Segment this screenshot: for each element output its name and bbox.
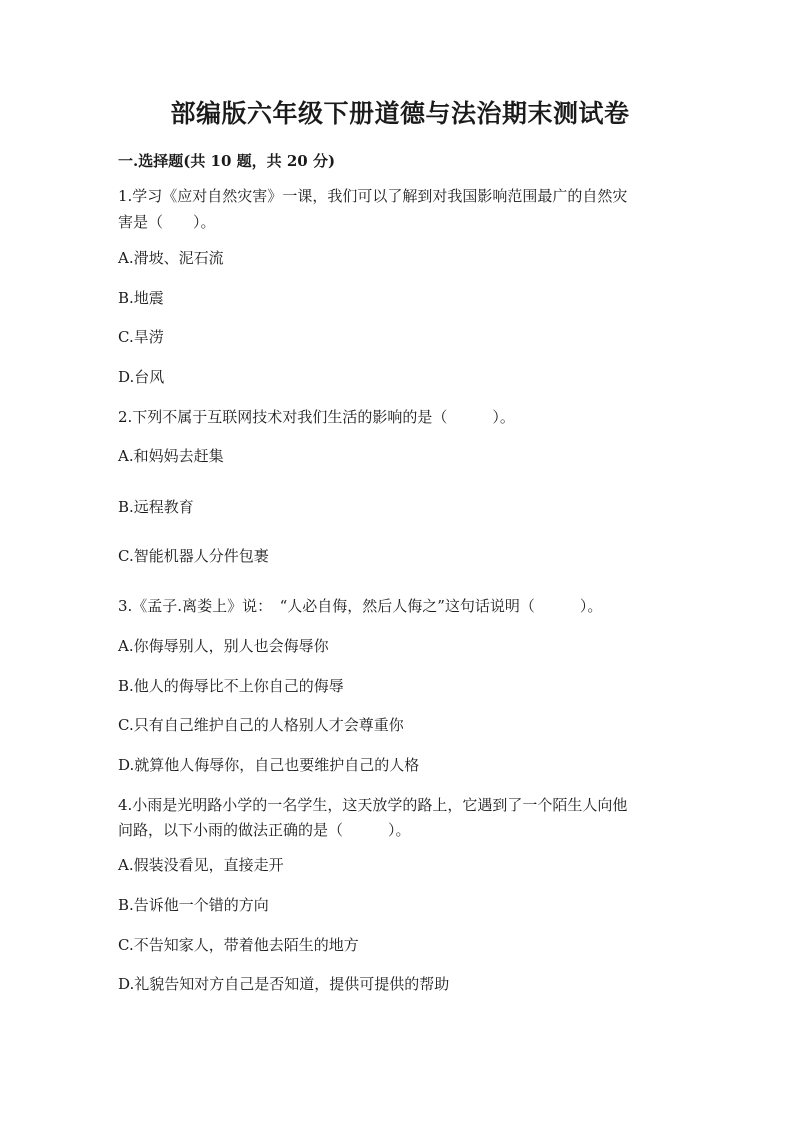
section-heading: 一.选择题(共 10 题，共 20 分) <box>118 152 336 170</box>
question-2-option-b: B.远程教育 <box>118 498 194 516</box>
question-4-option-a: A.假装没看见，直接走开 <box>118 856 284 874</box>
question-1-option-c: C.旱涝 <box>118 328 164 346</box>
question-3-option-b: B.他人的侮辱比不上你自己的侮辱 <box>118 677 344 695</box>
question-4-option-d: D.礼貌告知对方自己是否知道，提供可提供的帮助 <box>118 975 450 993</box>
question-1-option-a: A.滑坡、泥石流 <box>118 249 224 267</box>
question-3-option-d: D.就算他人侮辱你，自己也要维护自己的人格 <box>118 756 420 774</box>
question-2-stem-line-1: 2.下列不属于互联网技术对我们生活的影响的是（ ）。 <box>118 408 515 426</box>
question-2-option-a: A.和妈妈去赶集 <box>118 447 224 465</box>
question-1-stem-line-1: 1.学习《应对自然灾害》一课，我们可以了解到对我国影响范围最广的自然灾 <box>118 187 628 205</box>
question-2-option-c: C.智能机器人分件包裹 <box>118 547 269 565</box>
question-4-stem-line-2: 问路，以下小雨的做法正确的是（ ）。 <box>118 821 411 839</box>
question-4-stem-line-1: 4.小雨是光明路小学的一名学生，这天放学的路上，它遇到了一个陌生人向他 <box>118 796 628 814</box>
question-4-option-b: B.告诉他一个错的方向 <box>118 896 269 914</box>
question-1-stem-line-2: 害是（ ）。 <box>118 213 216 231</box>
question-3-option-c: C.只有自己维护自己的人格别人才会尊重你 <box>118 716 404 734</box>
page-title: 部编版六年级下册道德与法治期末测试卷 <box>170 99 630 128</box>
question-3-stem-line-1: 3.《孟子.离娄上》说： “人必自侮，然后人侮之”这句话说明（ ）。 <box>118 597 603 615</box>
question-1-option-b: B.地震 <box>118 289 164 307</box>
question-4-option-c: C.不告知家人，带着他去陌生的地方 <box>118 936 359 954</box>
question-3-option-a: A.你侮辱别人，别人也会侮辱你 <box>118 637 329 655</box>
question-1-option-d: D.台风 <box>118 368 165 386</box>
